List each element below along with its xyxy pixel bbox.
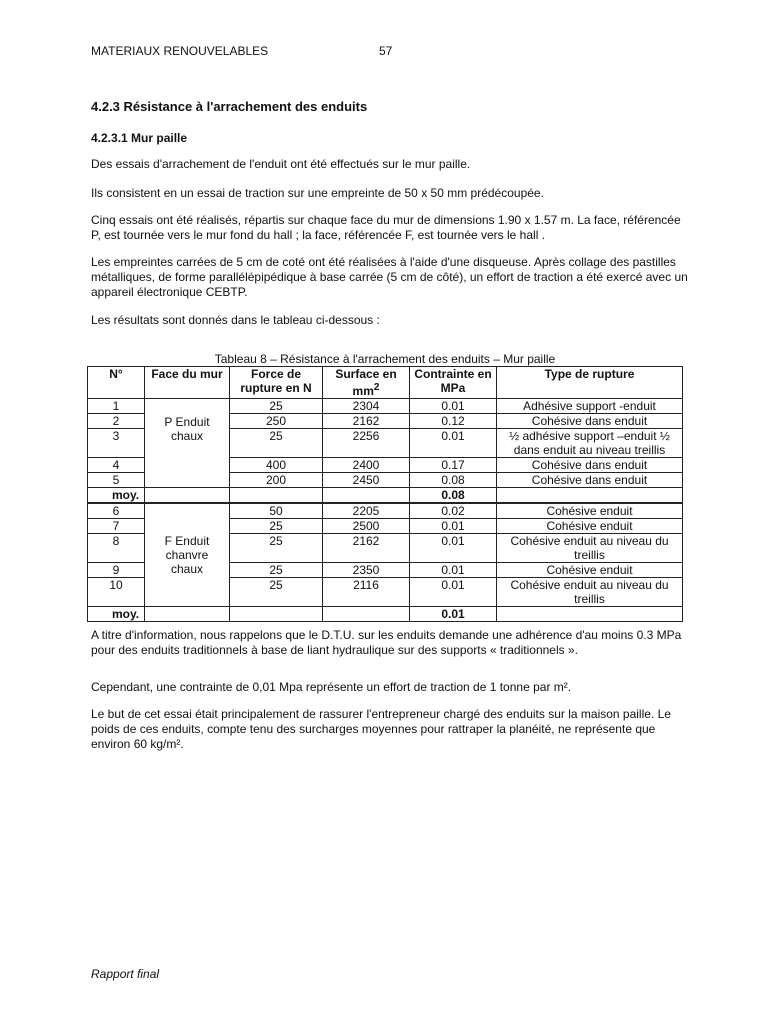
cell-surface: 2304	[323, 399, 410, 414]
cell-contrainte: 0.17	[410, 458, 497, 473]
table-caption: Tableau 8 – Résistance à l'arrachement des enduits – Mur paille	[214, 352, 556, 366]
cell-contrainte: 0.01	[410, 429, 497, 458]
cell-force: 200	[230, 473, 323, 488]
header-contrainte: Contrainte en MPa	[410, 367, 497, 399]
cell-n: 4	[88, 458, 145, 473]
table-row	[88, 503, 683, 519]
cell-type: Cohésive dans enduit	[497, 473, 683, 488]
cell-surface: 2256	[323, 429, 410, 458]
cell-type: Cohésive enduit	[497, 519, 683, 534]
cell-surface: 2116	[323, 578, 410, 607]
cell-contrainte: 0.12	[410, 414, 497, 429]
empty-cell	[323, 607, 410, 622]
cell-force: 25	[230, 534, 323, 563]
cell-force: 50	[230, 503, 323, 519]
empty-cell	[145, 607, 230, 622]
cell-force: 25	[230, 519, 323, 534]
header-face: Face du mur	[145, 367, 230, 399]
cell-force: 25	[230, 563, 323, 578]
cell-contrainte: 0.01	[410, 534, 497, 563]
cell-contrainte: 0.01	[410, 399, 497, 414]
cell-contrainte: 0.01	[410, 578, 497, 607]
cell-surface: 2400	[323, 458, 410, 473]
subsection-title: 4.2.3.1 Mur paille	[91, 131, 188, 145]
cell-n: 9	[88, 563, 145, 578]
cell-n: 8	[88, 534, 145, 563]
empty-cell	[497, 607, 683, 622]
cell-face-f: F Enduit chanvre chaux	[145, 503, 230, 607]
table-average-row	[88, 488, 683, 504]
paragraph: A titre d'information, nous rappelons que le D.T.U. sur les enduits demande une adhérence d'au moins 0.3 MPa pour des enduits traditionnels à base de liant hydraulique sur des supports « traditionnels ».	[91, 628, 682, 657]
cell-contrainte: 0.01	[410, 519, 497, 534]
document-title: MATERIAUX RENOUVELABLES	[91, 44, 269, 58]
table-row	[88, 399, 683, 414]
page-footer: Rapport final	[91, 967, 160, 981]
cell-surface: 2450	[323, 473, 410, 488]
cell-force: 400	[230, 458, 323, 473]
cell-n: 10	[88, 578, 145, 607]
paragraph: Ils consistent en un essai de traction sur une empreinte de 50 x 50 mm prédécoupée.	[91, 186, 544, 200]
header-surface-exponent: 2	[373, 382, 380, 393]
cell-type: ½ adhésive support –enduit ½ dans enduit au niveau treillis	[497, 429, 683, 458]
empty-cell	[497, 488, 683, 504]
cell-type: Cohésive enduit au niveau du treillis	[497, 578, 683, 607]
cell-force: 250	[230, 414, 323, 429]
paragraph: Le but de cet essai était principalement de rassurer l'entrepreneur chargé des enduits sur la maison paille. Le poids de ces enduits, compte tenu des surcharges moyennes pour rattraper la planéité, ne représente que environ 60 kg/m².	[91, 707, 671, 751]
cell-force: 25	[230, 578, 323, 607]
cell-type: Cohésive enduit	[497, 503, 683, 519]
cell-type: Adhésive support -enduit	[497, 399, 683, 414]
cell-face-p: P Enduit chaux	[145, 399, 230, 488]
header-type: Type de rupture	[497, 367, 683, 399]
cell-force: 25	[230, 399, 323, 414]
header-surface-label: Surface en mm	[335, 367, 397, 398]
cell-type: Cohésive dans enduit	[497, 414, 683, 429]
paragraph: Des essais d'arrachement de l'enduit ont été effectués sur le mur paille.	[91, 157, 471, 171]
average-label: moy.	[88, 607, 145, 622]
page-header	[91, 44, 393, 58]
table-header-row	[88, 367, 683, 399]
table-average-row	[88, 607, 683, 622]
cell-type: Cohésive enduit	[497, 563, 683, 578]
section-title: 4.2.3 Résistance à l'arrachement des enduits	[91, 99, 368, 114]
average-label: moy.	[88, 488, 145, 504]
average-value: 0.08	[410, 488, 497, 504]
cell-n: 5	[88, 473, 145, 488]
average-value: 0.01	[410, 607, 497, 622]
cell-surface: 2162	[323, 414, 410, 429]
cell-type: Cohésive enduit au niveau du treillis	[497, 534, 683, 563]
cell-contrainte: 0.01	[410, 563, 497, 578]
cell-contrainte: 0.08	[410, 473, 497, 488]
cell-surface: 2350	[323, 563, 410, 578]
empty-cell	[323, 488, 410, 504]
cell-surface: 2500	[323, 519, 410, 534]
cell-surface: 2205	[323, 503, 410, 519]
header-n: N°	[88, 367, 145, 399]
cell-n: 1	[88, 399, 145, 414]
results-table	[87, 352, 683, 622]
empty-cell	[230, 607, 323, 622]
cell-n: 3	[88, 429, 145, 458]
empty-cell	[145, 488, 230, 504]
header-surface	[323, 367, 410, 399]
paragraph: Cependant, une contrainte de 0,01 Mpa représente un effort de traction de 1 tonne par m².	[91, 680, 572, 694]
cell-n: 7	[88, 519, 145, 534]
page-number: 57	[379, 44, 393, 58]
cell-contrainte: 0.02	[410, 503, 497, 519]
paragraph: Cinq essais ont été réalisés, répartis sur chaque face du mur de dimensions 1.90 x 1.57 m. La face, référencée P, est tournée vers le mur fond du hall ; la face, référencée F, est tournée vers le hall .	[91, 213, 681, 242]
header-force: Force de rupture en N	[230, 367, 323, 399]
cell-n: 6	[88, 503, 145, 519]
paragraph: Les empreintes carrées de 5 cm de coté ont été réalisées à l'aide d'une disqueuse. Après collage des pastilles métalliques, de forme parallélépipédique à base carrée (5 cm de côté), un effort de traction a été exercé avec un appareil électronique CEBTP.	[91, 255, 688, 299]
cell-surface: 2162	[323, 534, 410, 563]
paragraph: Les résultats sont donnés dans le tableau ci-dessous :	[91, 313, 380, 327]
cell-type: Cohésive dans enduit	[497, 458, 683, 473]
cell-n: 2	[88, 414, 145, 429]
empty-cell	[230, 488, 323, 504]
cell-force: 25	[230, 429, 323, 458]
